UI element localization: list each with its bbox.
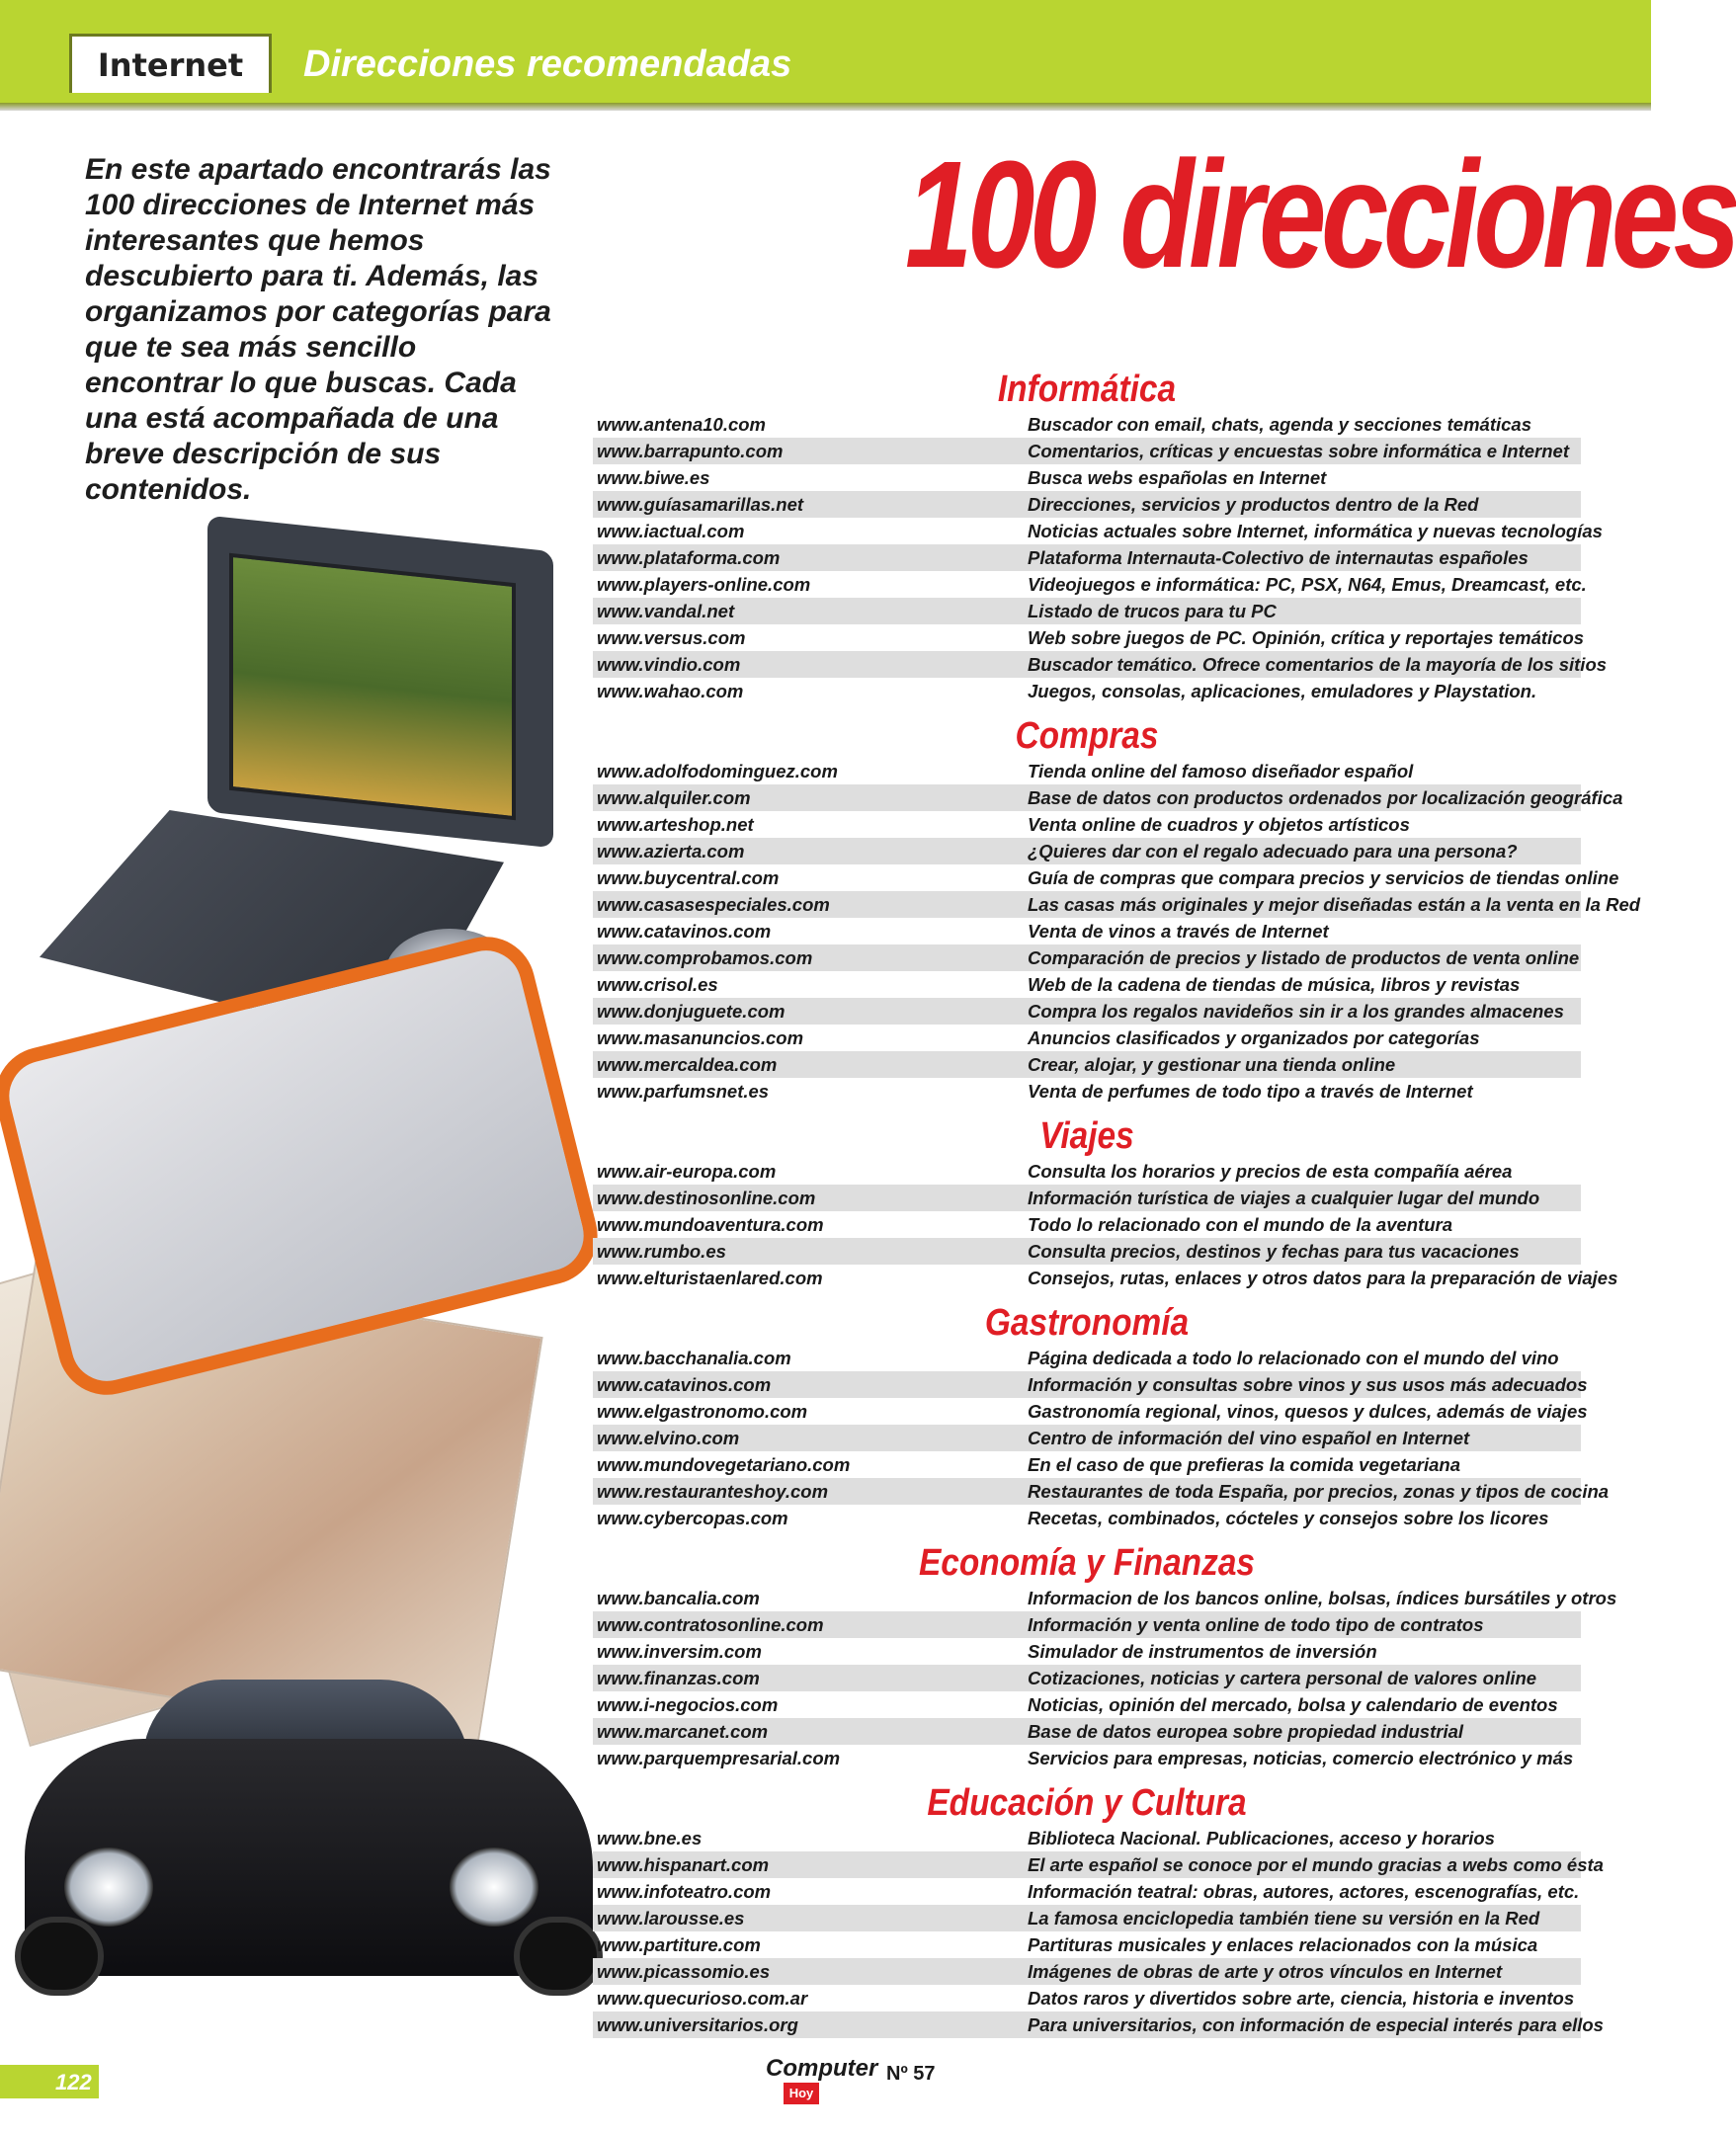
site-description: Plataforma Internauta-Colectivo de internautas españoles <box>1028 546 1529 568</box>
site-description: Información turística de viajes a cualquier lugar del mundo <box>1028 1187 1540 1208</box>
directory-row <box>593 1371 1588 1398</box>
directory-row <box>593 1158 1581 1185</box>
directory-row <box>593 438 1581 464</box>
site-description: Biblioteca Nacional. Publicaciones, acceso y horarios <box>1028 1827 1495 1848</box>
directory-row <box>593 918 1581 944</box>
magazine-logo-badge: Hoy <box>784 2083 819 2104</box>
directory-row <box>593 1345 1581 1371</box>
directory-row <box>593 1211 1581 1238</box>
site-url: www.mundoaventura.com <box>597 1213 824 1235</box>
car-wheel-right <box>514 1917 603 1996</box>
site-url: www.vandal.net <box>597 600 735 621</box>
site-url: www.contratosonline.com <box>597 1613 824 1635</box>
directory-row <box>593 1665 1581 1691</box>
site-description: Restaurantes de toda España, por precios, zonas y tipos de cocina <box>1028 1480 1610 1502</box>
sports-car-image <box>25 1680 593 1996</box>
site-description: Comparación de precios y listado de productos de venta online <box>1028 946 1580 968</box>
section-tab: Internet <box>69 34 272 93</box>
site-url: www.iactual.com <box>597 520 745 541</box>
directory-row <box>593 1238 1581 1265</box>
site-url: www.i-negocios.com <box>597 1693 779 1715</box>
site-url: www.cybercopas.com <box>597 1507 788 1528</box>
directory-row <box>593 1398 1588 1425</box>
directory-row <box>593 1611 1581 1638</box>
site-description: Para universitarios, con información de especial interés para ellos <box>1028 2013 1604 2035</box>
directory-row <box>593 571 1587 598</box>
site-url: www.azierta.com <box>597 840 745 862</box>
site-url: www.bne.es <box>597 1827 703 1848</box>
site-url: www.elturistaenlared.com <box>597 1267 823 1288</box>
site-description: Imágenes de obras de arte y otros vínculos en Internet <box>1028 1960 1503 1982</box>
directory-row <box>593 1025 1581 1051</box>
site-description: Consulta los horarios y precios de esta compañía aérea <box>1028 1160 1513 1182</box>
site-url: www.picassomio.es <box>597 1960 771 1982</box>
directory-row <box>593 971 1581 998</box>
site-url: www.plataforma.com <box>597 546 781 568</box>
site-url: www.inversim.com <box>597 1640 762 1662</box>
site-url: www.vindio.com <box>597 653 741 675</box>
site-url: www.catavinos.com <box>597 1373 772 1395</box>
site-description: Buscador temático. Ofrece comentarios de la mayoría de los sitios <box>1028 653 1608 675</box>
site-url: www.wahao.com <box>597 680 744 701</box>
directory-row <box>593 891 1641 918</box>
site-description: Venta de vinos a través de Internet <box>1028 920 1329 942</box>
site-description: Busca webs españolas en Internet <box>1028 466 1327 488</box>
site-description: Crear, alojar, y gestionar una tienda online <box>1028 1053 1396 1075</box>
site-description: Base de datos con productos ordenados por localización geográfica <box>1028 786 1623 808</box>
site-description: Servicios para empresas, noticias, comercio electrónico y más <box>1028 1747 1574 1768</box>
site-url: www.mundovegetariano.com <box>597 1453 851 1475</box>
page-title: 100 direcciones <box>905 129 1736 299</box>
directory-row <box>593 1718 1581 1745</box>
category-title: Viajes <box>1039 1115 1134 1157</box>
directory-row <box>593 998 1581 1025</box>
car-wheel-left <box>15 1917 104 1996</box>
site-description: El arte español se conoce por el mundo gracias a webs como ésta <box>1028 1853 1604 1875</box>
directory-row <box>593 1051 1581 1078</box>
directory-row <box>593 491 1581 518</box>
directory-row <box>593 944 1581 971</box>
directory-row <box>593 1638 1581 1665</box>
directory-row <box>593 1078 1581 1105</box>
site-description: Información teatral: obras, autores, actores, escenografías, etc. <box>1028 1880 1580 1902</box>
header-divider <box>0 103 1651 111</box>
site-description: Compra los regalos navideños sin ir a los grandes almacenes <box>1028 1000 1564 1022</box>
site-url: www.universitarios.org <box>597 2013 798 2035</box>
site-description: Videojuegos e informática: PC, PSX, N64, Emus, Dreamcast, etc. <box>1028 573 1587 595</box>
site-url: www.catavinos.com <box>597 920 772 942</box>
site-description: Consulta precios, destinos y fechas para tus vacaciones <box>1028 1240 1520 1262</box>
site-description: Informacion de los bancos online, bolsas, índices bursátiles y otros <box>1028 1587 1617 1608</box>
site-description: Información y consultas sobre vinos y sus usos más adecuados <box>1028 1373 1588 1395</box>
site-url: www.guíasamarillas.net <box>597 493 804 515</box>
directory-row <box>593 811 1581 838</box>
site-url: www.crisol.es <box>597 973 718 995</box>
site-url: www.masanuncios.com <box>597 1026 804 1048</box>
site-url: www.adolfodominguez.com <box>597 760 838 781</box>
directory-row <box>593 1478 1610 1505</box>
site-description: Datos raros y divertidos sobre arte, ciencia, historia e inventos <box>1028 1987 1575 2009</box>
directory-row <box>593 758 1581 784</box>
site-description: Consejos, rutas, enlaces y otros datos para la preparación de viajes <box>1028 1267 1618 1288</box>
site-description: Las casas más originales y mejor diseñadas están a la venta en la Red <box>1028 893 1641 915</box>
category-block <box>593 368 1608 704</box>
site-description: Listado de trucos para tu PC <box>1028 600 1277 621</box>
directory-row <box>593 464 1581 491</box>
site-description: Noticias, opinión del mercado, bolsa y calendario de eventos <box>1028 1693 1558 1715</box>
site-description: Web sobre juegos de PC. Opinión, crítica y reportajes temáticos <box>1028 626 1585 648</box>
site-description: ¿Quieres dar con el regalo adecuado para una persona? <box>1028 840 1518 862</box>
site-url: www.bacchanalia.com <box>597 1347 791 1368</box>
site-url: www.parquempresarial.com <box>597 1747 841 1768</box>
site-description: Base de datos europea sobre propiedad industrial <box>1028 1720 1464 1742</box>
site-description: Web de la cadena de tiendas de música, libros y revistas <box>1028 973 1521 995</box>
directory-row <box>593 784 1623 811</box>
site-url: www.destinosonline.com <box>597 1187 816 1208</box>
site-url: www.bancalia.com <box>597 1587 760 1608</box>
directory-row <box>593 1505 1581 1531</box>
site-url: www.partiture.com <box>597 1933 761 1955</box>
site-url: www.air-europa.com <box>597 1160 777 1182</box>
site-description: Cotizaciones, noticias y cartera personal de valores online <box>1028 1667 1537 1688</box>
category-block <box>593 1301 1610 1531</box>
directory-row <box>593 1825 1581 1851</box>
intro-text: En este apartado encontrarás las 100 direcciones de Internet más interesantes que hemos descubierto para ti. Además, las organizamos por categorías para que te sea más sencillo encontrar lo que buscas. Cada una está acompañada de una breve descripción de sus contenidos. <box>85 153 551 506</box>
directory-row <box>593 678 1581 704</box>
directory-row <box>593 624 1585 651</box>
site-description: Anuncios clasificados y organizados por categorías <box>1028 1026 1480 1048</box>
magazine-logo: Computer <box>766 2055 878 2082</box>
site-url: www.marcanet.com <box>597 1720 769 1742</box>
site-url: www.finanzas.com <box>597 1667 760 1688</box>
category-block <box>593 1781 1604 2038</box>
directory-row <box>593 1931 1581 1958</box>
site-description: Simulador de instrumentos de inversión <box>1028 1640 1377 1662</box>
site-description: Información y venta online de todo tipo de contratos <box>1028 1613 1484 1635</box>
site-description: Tienda online del famoso diseñador español <box>1028 760 1414 781</box>
category-block <box>593 1114 1618 1291</box>
category-block <box>593 1541 1617 1771</box>
directory-row <box>593 651 1608 678</box>
car-headlight-right <box>450 1847 538 1927</box>
directory-row <box>593 2011 1604 2038</box>
site-url: www.quecurioso.com.ar <box>597 1987 808 2009</box>
site-url: www.elgastronomo.com <box>597 1400 808 1422</box>
category-title: Informática <box>997 369 1177 410</box>
category-title: Economía y Finanzas <box>918 1542 1256 1584</box>
site-description: Página dedicada a todo lo relacionado con el mundo del vino <box>1028 1347 1559 1368</box>
issue-number: Nº 57 <box>886 2063 936 2085</box>
directory-row <box>593 1451 1581 1478</box>
directory-row <box>593 544 1581 571</box>
site-url: www.mercaldea.com <box>597 1053 778 1075</box>
site-url: www.players-online.com <box>597 573 811 595</box>
site-url: www.barrapunto.com <box>597 440 784 461</box>
directory-row <box>593 1425 1581 1451</box>
site-url: www.casasespeciales.com <box>597 893 830 915</box>
directory-row <box>593 1985 1581 2011</box>
site-url: www.hispanart.com <box>597 1853 770 1875</box>
site-description: Partituras musicales y enlaces relacionados con la música <box>1028 1933 1538 1955</box>
site-description: Comentarios, críticas y encuestas sobre informática e Internet <box>1028 440 1569 461</box>
site-url: www.larousse.es <box>597 1907 745 1929</box>
site-url: www.biwe.es <box>597 466 710 488</box>
site-description: En el caso de que prefieras la comida vegetariana <box>1028 1453 1461 1475</box>
site-description: La famosa enciclopedia también tiene su versión en la Red <box>1028 1907 1540 1929</box>
site-description: Guía de compras que compara precios y servicios de tiendas online <box>1028 866 1619 888</box>
site-url: www.restauranteshoy.com <box>597 1480 829 1502</box>
laptop-screen-image <box>229 553 516 820</box>
site-url: www.versus.com <box>597 626 746 648</box>
site-url: www.parfumsnet.es <box>597 1080 770 1102</box>
page-number: 122 <box>55 2070 92 2094</box>
site-url: www.antena10.com <box>597 413 767 435</box>
site-description: Todo lo relacionado con el mundo de la aventura <box>1028 1213 1453 1235</box>
directory-row <box>593 411 1581 438</box>
site-description: Noticias actuales sobre Internet, informática y nuevas tecnologías <box>1028 520 1603 541</box>
category-title: Compras <box>1015 715 1159 757</box>
site-description: Centro de información del vino español en Internet <box>1028 1427 1470 1448</box>
category-title: Educación y Cultura <box>927 1782 1247 1824</box>
header-subtitle: Direcciones recomendadas <box>303 43 792 85</box>
site-url: www.comprobamos.com <box>597 946 813 968</box>
site-description: Venta online de cuadros y objetos artísticos <box>1028 813 1410 835</box>
directory-row <box>593 598 1581 624</box>
directory-row <box>593 1878 1581 1905</box>
directory-row <box>593 1745 1581 1771</box>
directory-row <box>593 518 1603 544</box>
site-description: Venta de perfumes de todo tipo a través de Internet <box>1028 1080 1473 1102</box>
category-title: Gastronomía <box>984 1302 1190 1344</box>
site-description: Buscador con email, chats, agenda y secciones temáticas <box>1028 413 1531 435</box>
directory-row <box>593 1265 1618 1291</box>
site-description: Juegos, consolas, aplicaciones, emuladores y Playstation. <box>1028 680 1537 701</box>
directory-row <box>593 864 1619 891</box>
directory-row <box>593 838 1581 864</box>
illustration-collage <box>0 514 593 2015</box>
directory-row <box>593 1851 1604 1878</box>
directory-row <box>593 1585 1617 1611</box>
site-url: www.rumbo.es <box>597 1240 726 1262</box>
site-description: Recetas, combinados, cócteles y consejos sobre los licores <box>1028 1507 1549 1528</box>
directory-row <box>593 1691 1581 1718</box>
category-block <box>593 714 1641 1105</box>
site-url: www.arteshop.net <box>597 813 754 835</box>
site-description: Gastronomía regional, vinos, quesos y dulces, además de viajes <box>1028 1400 1588 1422</box>
car-headlight-left <box>64 1847 153 1927</box>
site-url: www.donjuguete.com <box>597 1000 785 1022</box>
site-url: www.elvino.com <box>597 1427 740 1448</box>
site-url: www.infoteatro.com <box>597 1880 772 1902</box>
directory-row <box>593 1185 1581 1211</box>
site-url: www.alquiler.com <box>597 786 751 808</box>
directory-row <box>593 1958 1581 1985</box>
site-url: www.buycentral.com <box>597 866 780 888</box>
site-description: Direcciones, servicios y productos dentro de la Red <box>1028 493 1479 515</box>
directory-row <box>593 1905 1581 1931</box>
directory-listing <box>593 368 1641 2048</box>
